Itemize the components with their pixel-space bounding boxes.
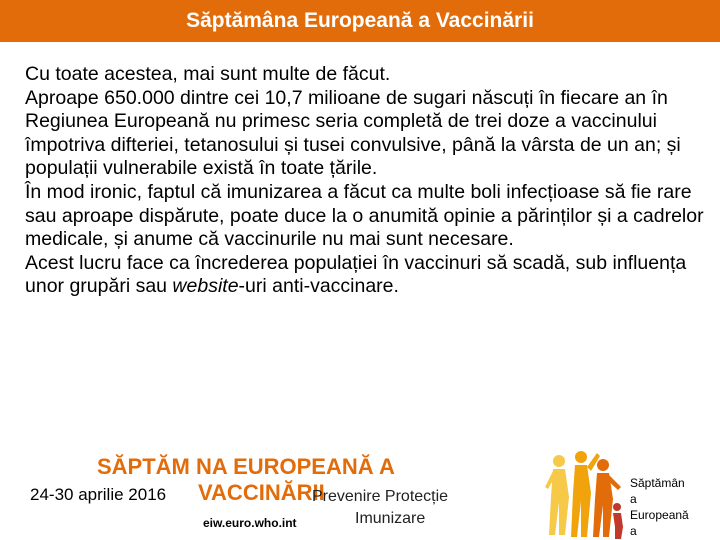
campaign-url[interactable]: eiw.euro.who.int xyxy=(203,516,297,530)
emphasized-word: website xyxy=(172,275,239,298)
slide-title xyxy=(0,0,720,42)
dancing-figures-logo-icon xyxy=(545,447,625,540)
campaign-heading-line2: VACCINĂRII xyxy=(198,480,325,505)
caption-line: Europeană xyxy=(630,508,689,522)
campaign-date: 24-30 aprilie 2016 xyxy=(30,485,167,504)
caption-line: a xyxy=(630,524,637,538)
caption-line: Săptămân xyxy=(630,476,685,490)
figure-dark-icon xyxy=(613,503,623,539)
paragraph: În mod ironic, faptul că imunizarea a făcut ca multe boli infecțioase să fie rare sau aproape dispărute, poate duce la o anumită opinie a părinților și a cadrelor medicale, și anume că vaccinurile nu mai sunt necesare. xyxy=(25,180,704,251)
campaign-pillar-immunization: Imunizare xyxy=(355,510,426,527)
campaign-heading-line1: SĂPTĂM NA EUROPEANĂ A xyxy=(97,454,395,479)
caption-line: a xyxy=(630,492,637,506)
slide-title-text: Săptămâna Europeană a Vaccinării xyxy=(186,9,534,32)
slide-body xyxy=(25,63,715,299)
side-caption xyxy=(630,475,718,539)
figure-yellow-icon xyxy=(545,455,569,535)
paragraph-last xyxy=(25,252,715,299)
campaign-pillars: Prevenire Protecție xyxy=(312,488,449,505)
paragraph: Cu toate acestea, mai sunt multe de făcut. xyxy=(25,63,391,85)
paragraph-text: Acest lucru face ca încrederea populației în vaccinuri să scadă, sub influența unor grupări sau xyxy=(25,251,687,298)
paragraph-text: -uri anti-vaccinare. xyxy=(238,275,399,298)
paragraph: Aproape 650.000 dintre cei 10,7 milioane de sugari născuți în fiecare an în Regiunea Europeană nu primesc seria completă de trei doze a vaccinului împotriva difteriei, tetanosului și tusei convulsive, până la vârsta de un an; și populații vulnerabile există în toate țările. xyxy=(25,86,681,180)
